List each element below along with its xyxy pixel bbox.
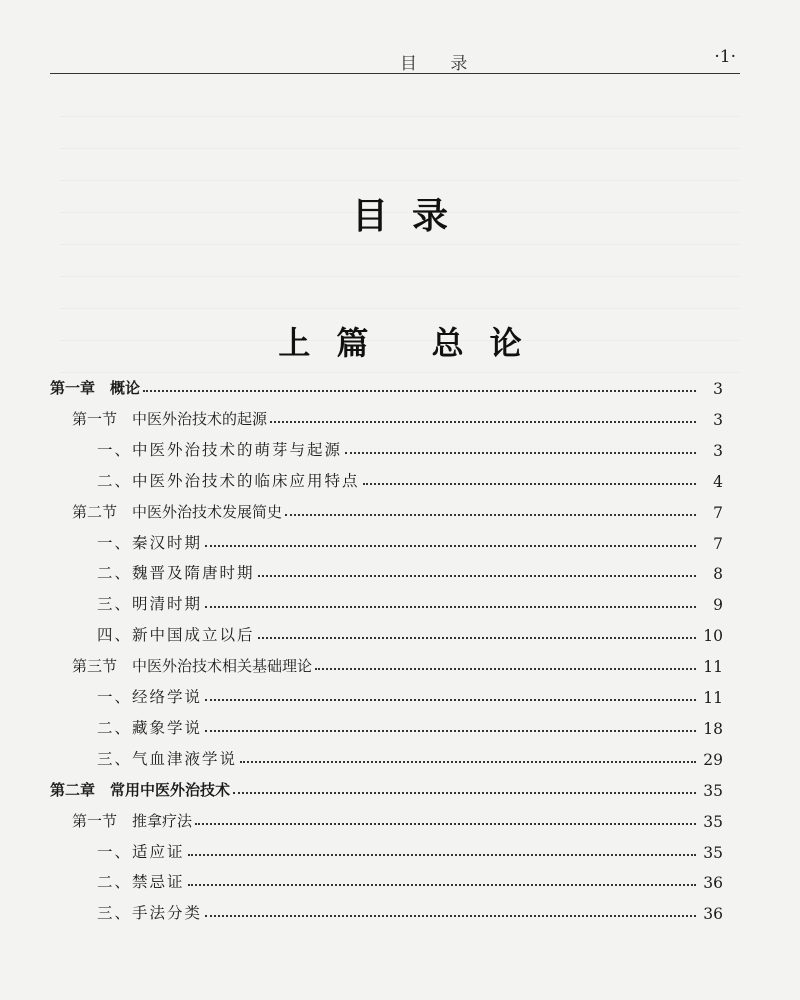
toc-entry-label: 三、气血津液学说 [97,749,238,768]
toc-entry[interactable] [97,557,723,583]
dot-leader [205,606,696,608]
dot-leader [270,421,696,423]
toc-entry[interactable] [97,743,723,769]
toc-entry-label: 二、魏晋及隋唐时期 [97,564,255,583]
dot-leader [315,668,696,670]
toc-entry[interactable] [72,805,723,831]
toc-entry-page: 3 [713,410,723,429]
toc-entry-page: 35 [703,781,723,800]
toc-entry-page: 9 [713,596,723,615]
page-number: ·1· [714,47,736,67]
toc-entry-label: 四、新中国成立以后 [97,626,255,645]
toc-entry-page: 36 [703,905,723,924]
toc-entry[interactable] [97,588,723,614]
toc-entry-label: 第一章 概论 [50,379,141,397]
dot-leader [143,390,696,392]
toc-entry[interactable] [97,527,723,553]
toc-entry[interactable] [97,681,723,707]
toc-entry-label: 第二章 常用中医外治技术 [50,780,231,799]
toc-entry-label: 二、藏象学说 [97,718,203,737]
part-title: 上篇 总论 [278,324,548,362]
dot-leader [285,514,696,516]
dot-leader [233,792,696,794]
toc-entry[interactable] [97,465,723,491]
toc-entry-label: 第二节 中医外治技术发展简史 [72,502,283,521]
header-rule [50,73,740,74]
toc-entry-page: 11 [703,658,723,677]
toc-entry-label: 第一节 中医外治技术的起源 [72,409,268,428]
dot-leader [205,730,696,732]
toc-entry-page: 3 [713,380,723,398]
running-header [50,45,740,74]
toc-entry[interactable] [50,774,723,800]
dot-leader [205,699,696,701]
dot-leader [205,915,696,917]
dot-leader [188,854,696,856]
toc-entry-page: 36 [703,874,723,893]
toc-entry-label: 三、手法分类 [97,904,203,923]
dot-leader [188,884,696,886]
toc-entry-label: 一、经络学说 [97,688,203,706]
toc-entry-page: 3 [713,441,723,460]
toc-entry-page: 7 [713,534,723,553]
toc-entry-label: 第一节 推拿疗法 [72,811,193,830]
toc-entry[interactable] [97,619,723,645]
toc-entry-page: 10 [703,627,723,646]
toc-entry-page: 35 [703,812,723,831]
toc-entry-label: 第三节 中医外治技术相关基础理论 [72,657,313,676]
dot-leader [258,637,696,639]
toc-entry-label: 二、禁忌证 [97,873,185,892]
toc-entry[interactable] [97,836,723,862]
toc-entry-label: 一、秦汉时期 [97,533,203,552]
toc-entry-label: 三、明清时期 [97,595,203,614]
toc-entry[interactable] [97,866,723,892]
dot-leader [345,452,696,454]
toc-entry[interactable] [72,496,723,522]
toc-entry-page: 4 [713,472,723,491]
toc-entry[interactable] [97,712,723,738]
dot-leader [195,823,696,825]
toc-entry[interactable] [97,897,723,923]
page-title: 目录 [351,195,472,237]
toc-entry-page: 35 [703,843,723,862]
toc-entry[interactable] [72,650,723,676]
dot-leader [205,545,696,547]
toc-entry-label: 一、适应证 [97,842,185,861]
toc-entry-page: 8 [713,565,723,584]
toc-entry-page: 18 [703,719,723,738]
toc-entry-page: 29 [703,750,723,769]
toc-entry-label: 二、中医外治技术的临床应用特点 [97,471,360,490]
dot-leader [363,483,696,485]
toc-entry-page: 7 [713,503,723,522]
dot-leader [240,761,696,763]
toc-entry[interactable] [97,434,723,460]
running-title: 目 录 [400,54,482,74]
dot-leader [258,575,696,577]
toc-entry-label: 一、中医外治技术的萌芽与起源 [97,440,343,459]
toc-entry-page: 11 [703,689,723,707]
toc-entry[interactable] [72,403,723,429]
toc-entry[interactable] [50,372,723,398]
